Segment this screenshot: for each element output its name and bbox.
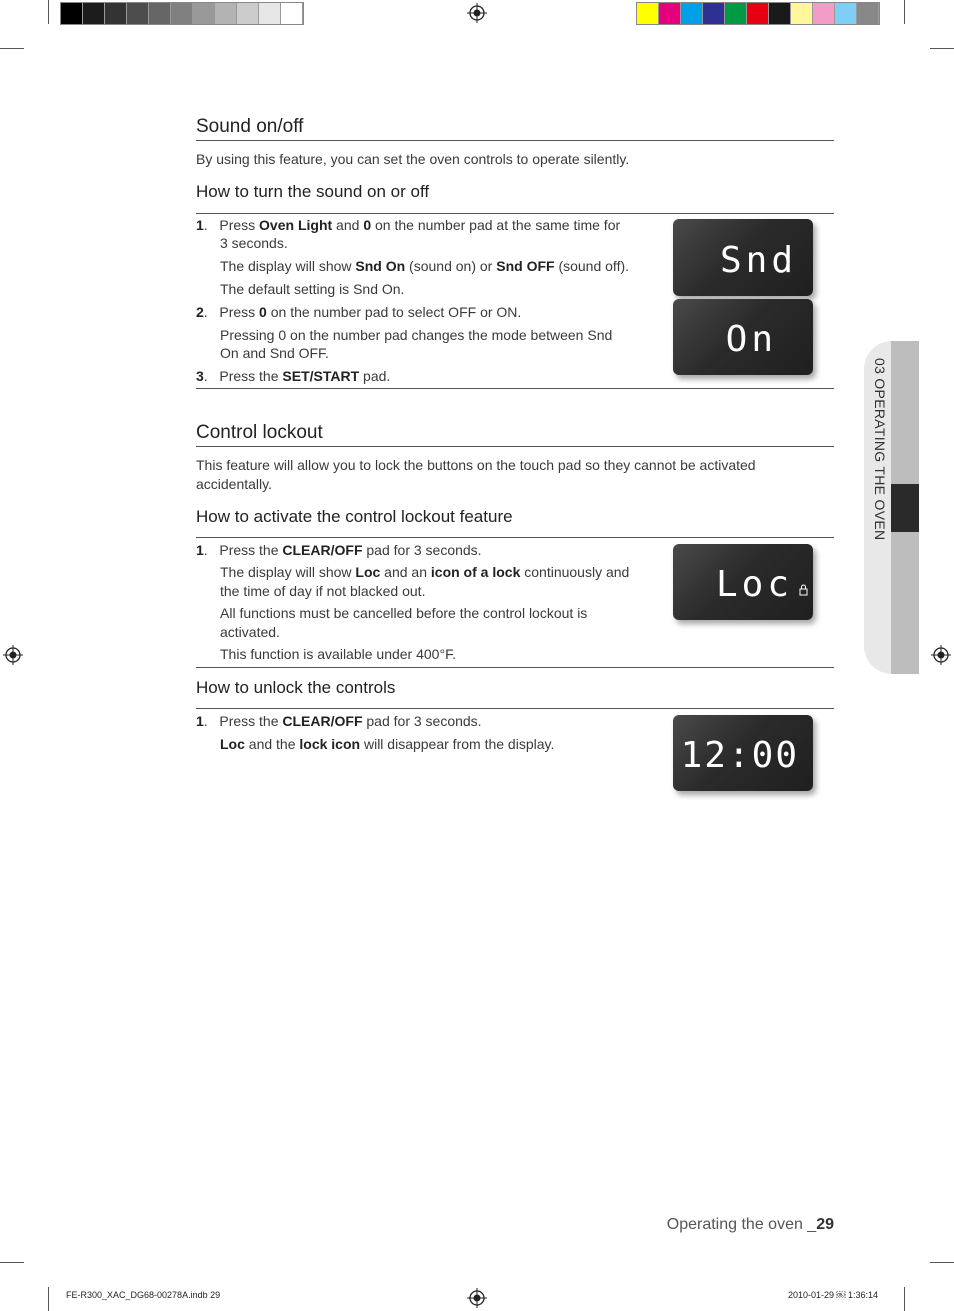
divider (196, 537, 834, 538)
color-swatch (127, 3, 149, 24)
crop-mark (48, 1287, 49, 1311)
lockout-step-1-cancel-note-cont: activated. (220, 624, 280, 640)
registration-mark-icon (467, 1288, 487, 1308)
lcd-text-on: On (725, 319, 777, 360)
divider (196, 388, 834, 389)
chapter-tab-label: 03 OPERATING THE OVEN (872, 358, 888, 541)
print-slug-file: FE-R300_XAC_DG68-00278A.indb 29 (66, 1290, 221, 1300)
sound-step-1-note: The display will show Snd On (sound on) or Snd OFF (sound off). (220, 258, 630, 274)
lcd-display-clock (673, 715, 813, 791)
print-slug-date: 2010-01-29 ￼ 1:36:14 (788, 1290, 879, 1300)
lockout-activate-heading: How to activate the control lockout feature (196, 507, 513, 526)
color-swatch (857, 3, 879, 24)
sound-step-2-note: Pressing 0 on the number pad changes the mode between Snd (220, 327, 613, 343)
sound-intro: By using this feature, you can set the oven controls to operate silently. (196, 151, 630, 167)
lcd-text-snd: Snd (719, 240, 797, 281)
color-swatch (637, 3, 659, 24)
sound-step-1-default: The default setting is Snd On. (220, 281, 405, 297)
sound-step-1: 1. Press Oven Light and 0 on the number pad at the same time for (196, 217, 621, 233)
lockout-step-1: 1. Press the CLEAR/OFF pad for 3 seconds. (196, 542, 482, 558)
color-swatch (769, 3, 791, 24)
sound-step-1-cont: 3 seconds. (220, 235, 288, 251)
divider (196, 708, 834, 709)
registration-mark-icon (931, 645, 951, 665)
color-swatch (281, 3, 303, 24)
lockout-step-1-cancel-note: All functions must be cancelled before the control lockout is (220, 605, 588, 621)
color-swatch-strip (636, 2, 880, 25)
color-swatch (149, 3, 171, 24)
color-swatch (835, 3, 857, 24)
color-swatch (61, 3, 83, 24)
crop-mark (48, 0, 49, 24)
divider (196, 667, 834, 668)
crop-mark (904, 1287, 905, 1311)
registration-mark-icon (467, 3, 487, 23)
color-swatch (83, 3, 105, 24)
sound-section-title: Sound on/off (196, 116, 834, 141)
color-swatch (215, 3, 237, 24)
lcd-text-clock: 12:00 (680, 735, 799, 776)
lcd-display-snd (673, 219, 813, 296)
color-swatch (703, 3, 725, 24)
lockout-intro-cont: accidentally. (196, 476, 273, 492)
color-swatch (193, 3, 215, 24)
unlock-step-1: 1. Press the CLEAR/OFF pad for 3 seconds. (196, 713, 482, 729)
page-number: 29 (816, 1216, 834, 1233)
color-swatch (791, 3, 813, 24)
divider (196, 213, 834, 214)
lockout-intro: This feature will allow you to lock the buttons on the touch pad so they cannot be activated (196, 457, 756, 473)
sound-step-3: 3. Press the SET/START pad. (196, 368, 391, 384)
page-footer: Operating the oven _29 (666, 1216, 834, 1233)
crop-mark (904, 0, 905, 24)
crop-mark (930, 1262, 954, 1263)
color-swatch (725, 3, 747, 24)
sound-step-2: 2. Press 0 on the number pad to select OFF or ON. (196, 304, 522, 320)
color-swatch (171, 3, 193, 24)
color-swatch (259, 3, 281, 24)
color-swatch (681, 3, 703, 24)
color-swatch (747, 3, 769, 24)
registration-mark-icon (3, 645, 23, 665)
color-swatch (659, 3, 681, 24)
color-swatch (237, 3, 259, 24)
lockout-section-title: Control lockout (196, 422, 834, 447)
lcd-text-loc: Loc (715, 564, 793, 605)
sound-step-2-note-cont: On and Snd OFF. (220, 345, 329, 361)
lcd-display-loc (673, 544, 813, 620)
sound-howto-heading: How to turn the sound on or off (196, 182, 430, 201)
unlock-heading: How to unlock the controls (196, 678, 396, 697)
lockout-step-1-note: The display will show Loc and an icon of a lock continuously and (220, 564, 630, 580)
lockout-step-1-temp-note: This function is available under 400°F. (220, 646, 456, 662)
crop-mark (0, 48, 24, 49)
gray-swatch-strip (60, 2, 304, 25)
lcd-display-on (673, 299, 813, 375)
chapter-tab-marker (891, 484, 919, 532)
color-swatch (813, 3, 835, 24)
unlock-step-1-note: Loc and the lock icon will disappear from the display. (220, 736, 555, 752)
lock-icon (800, 585, 807, 595)
color-swatch (105, 3, 127, 24)
crop-mark (0, 1262, 24, 1263)
lockout-step-1-note-cont: the time of day if not blacked out. (220, 583, 426, 599)
crop-mark (930, 48, 954, 49)
